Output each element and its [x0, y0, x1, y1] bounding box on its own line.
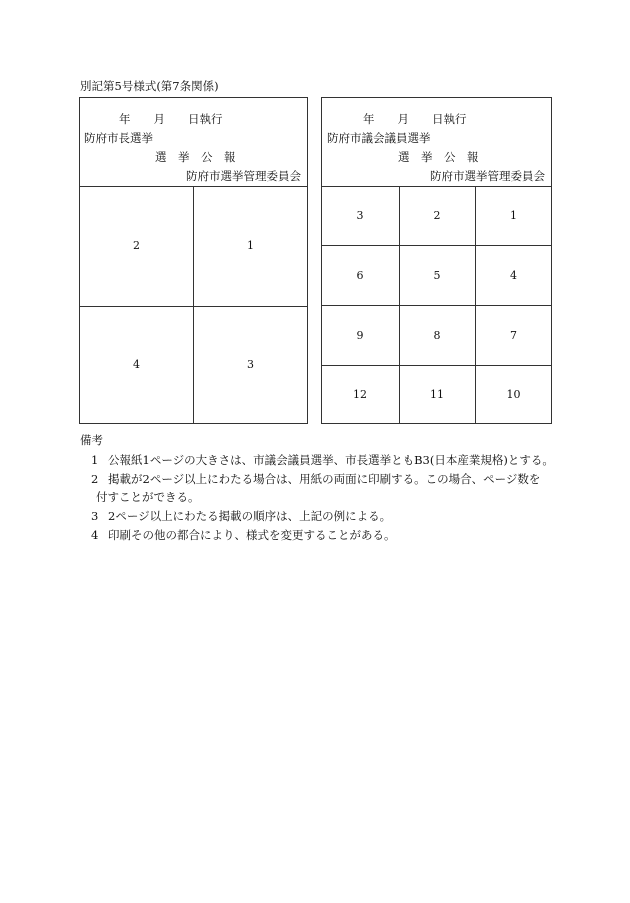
left-page-cell: 1 — [247, 239, 254, 252]
right-bulletin-title: 選 挙 公 報 — [398, 150, 479, 164]
right-page-cell: 10 — [506, 388, 521, 401]
left-page-cell: 3 — [247, 358, 254, 371]
form-title: 別記第5号様式(第7条関係) — [80, 79, 219, 93]
right-page-cell: 1 — [510, 209, 517, 222]
right-page-cell: 4 — [510, 269, 517, 282]
right-page-cell: 5 — [433, 269, 441, 282]
note-text: 公報紙1ページの大きさは、市議会議員選挙、市長選挙ともB3(日本産業規格)とする。 — [108, 453, 554, 467]
right-page-cell: 11 — [430, 388, 444, 401]
notes-heading: 備考 — [80, 433, 103, 447]
right-page-cell: 6 — [356, 269, 364, 282]
note-number: 2 — [91, 472, 99, 486]
left-bulletin-title: 選 挙 公 報 — [155, 150, 236, 164]
right-page-cell: 3 — [356, 209, 364, 222]
left-page-cell: 4 — [133, 358, 140, 371]
note-number: 4 — [91, 528, 99, 542]
right-page-cell: 2 — [433, 209, 441, 222]
right-committee: 防府市選挙管理委員会 — [430, 169, 545, 183]
right-page-cell: 8 — [433, 329, 441, 342]
right-page-cell: 7 — [510, 329, 517, 342]
note-text: 2ページ以上にわたる掲載の順序は、上記の例による。 — [108, 509, 392, 523]
left-committee: 防府市選挙管理委員会 — [186, 169, 301, 183]
note-text-continued: 付すことができる。 — [96, 490, 200, 504]
note-number: 3 — [91, 509, 99, 523]
left-page-cell: 2 — [133, 239, 140, 252]
note-number: 1 — [91, 453, 99, 467]
right-page-cell: 12 — [353, 388, 367, 401]
note-text: 掲載が2ページ以上にわたる場合は、用紙の両面に印刷する。この場合、ページ数を — [108, 472, 541, 486]
left-date-line: 年 月 日執行 — [119, 112, 223, 126]
right-date-line: 年 月 日執行 — [363, 112, 467, 126]
note-text: 印刷その他の都合により、様式を変更することがある。 — [108, 528, 396, 542]
left-election-name: 防府市長選挙 — [84, 131, 153, 145]
right-page-cell: 9 — [356, 329, 364, 342]
right-election-name: 防府市議会議員選挙 — [327, 131, 431, 145]
